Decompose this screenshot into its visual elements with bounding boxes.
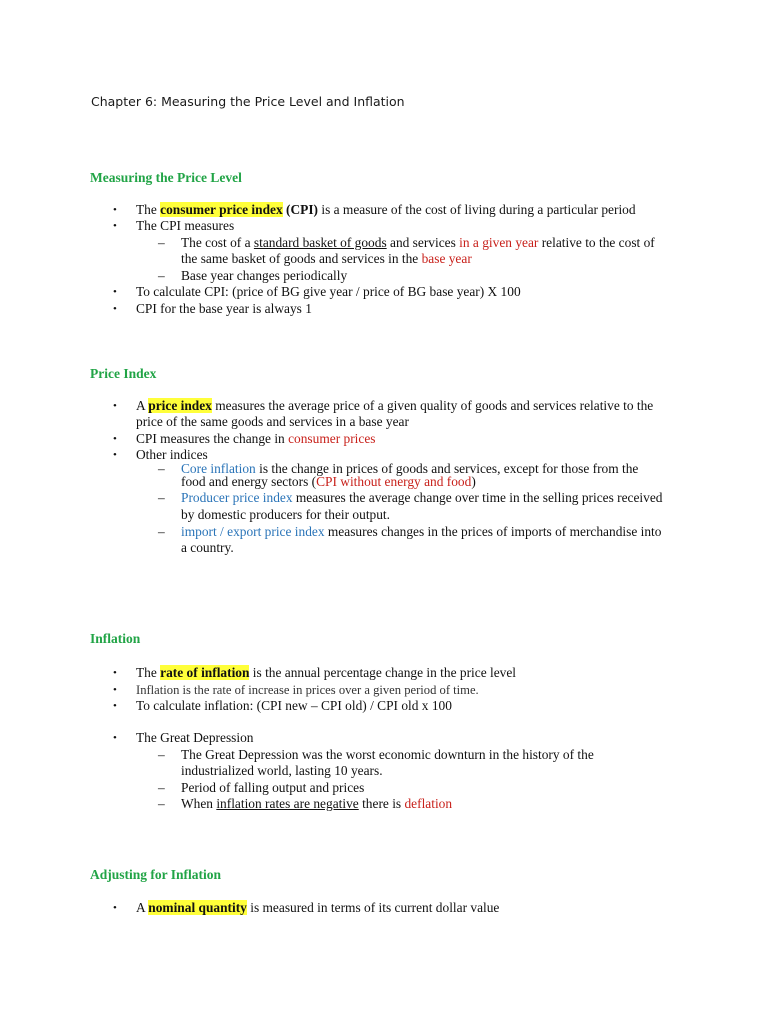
text-span: is measured in terms of its current dollar value: [246, 900, 500, 915]
dash-icon: –: [158, 524, 165, 539]
section-heading-price-index: Price Index: [90, 366, 157, 381]
bullet-icon: •: [113, 667, 117, 679]
sub-list-item-continuation: a country.: [181, 540, 234, 555]
section-heading-inflation: Inflation: [90, 631, 141, 646]
bullet-icon: •: [113, 902, 117, 914]
blue-term: Core inflation: [181, 461, 256, 476]
red-term: deflation: [404, 796, 453, 811]
bullet-icon: •: [113, 684, 117, 696]
dash-icon: –: [158, 461, 165, 476]
bullet-icon: •: [113, 303, 117, 315]
bullet-icon: •: [113, 204, 117, 216]
sub-list-item-continuation: [181, 251, 472, 267]
dash-icon: –: [158, 235, 165, 250]
sub-list-item-continuation: industrialized world, lasting 10 years.: [181, 763, 383, 778]
bullet-icon: •: [113, 220, 117, 232]
bullet-icon: •: [113, 732, 117, 744]
section-heading-measuring: Measuring the Price Level: [90, 170, 242, 185]
list-item: [136, 431, 375, 447]
bullet-icon: •: [113, 700, 117, 712]
list-item: [136, 398, 653, 414]
text-span: CPI measures the change in: [136, 431, 289, 446]
dash-icon: –: [158, 490, 165, 505]
list-item: [136, 202, 636, 218]
blue-term: import / export price index: [181, 524, 325, 539]
blue-term: Producer price index: [181, 490, 293, 505]
red-term: in a given year: [459, 235, 539, 250]
highlighted-term: consumer price index: [160, 202, 283, 217]
bold-term: (CPI): [282, 202, 318, 217]
red-term: consumer prices: [288, 431, 376, 446]
underlined-term: inflation rates are negative: [216, 796, 359, 811]
text-span: measures changes in the prices of imports of merchandise into: [324, 524, 662, 539]
list-item: The CPI measures: [136, 218, 235, 233]
sub-list-item-continuation: by domestic producers for their output.: [181, 507, 390, 522]
text-span: food and energy sectors (: [181, 474, 317, 489]
highlighted-term: nominal quantity: [148, 900, 247, 915]
text-span: there is: [358, 796, 405, 811]
text-span: A: [136, 900, 149, 915]
list-item: Inflation is the rate of increase in prices over a given period of time.: [136, 683, 479, 697]
chapter-title: Chapter 6: Measuring the Price Level and Inflation: [91, 94, 405, 109]
sub-list-item: Base year changes periodically: [181, 268, 348, 283]
red-term: base year: [421, 251, 472, 266]
list-item: CPI for the base year is always 1: [136, 301, 312, 316]
text-span: the same basket of goods and services in the: [181, 251, 422, 266]
list-item: To calculate CPI: (price of BG give year / price of BG base year) X 100: [136, 284, 521, 299]
text-span: measures the average change over time in the selling prices received: [292, 490, 663, 505]
bullet-icon: •: [113, 400, 117, 412]
text-span: When: [181, 796, 217, 811]
section-heading-adjusting: Adjusting for Inflation: [90, 867, 222, 882]
list-item: The Great Depression: [136, 730, 254, 745]
text-span: The: [136, 665, 161, 680]
bullet-icon: •: [113, 449, 117, 461]
sub-list-item: [181, 235, 655, 251]
text-span: A: [136, 398, 149, 413]
list-item: To calculate inflation: (CPI new – CPI old) / CPI old x 100: [136, 698, 452, 713]
text-span: is the change in prices of goods and services, except for those from the: [255, 461, 639, 476]
bullet-icon: •: [113, 433, 117, 445]
text-span: The: [136, 202, 161, 217]
text-span: is a measure of the cost of living during a particular period: [318, 202, 636, 217]
list-item: [136, 900, 499, 916]
sub-list-item: Period of falling output and prices: [181, 780, 365, 795]
sub-list-item-continuation: [181, 474, 476, 490]
bullet-icon: •: [113, 286, 117, 298]
text-span: is the annual percentage change in the price level: [249, 665, 517, 680]
underlined-term: standard basket of goods: [253, 235, 387, 250]
highlighted-term: price index: [148, 398, 212, 413]
list-item: [136, 665, 516, 681]
text-span: and services: [386, 235, 460, 250]
list-item-continuation: price of the same goods and services in a base year: [136, 414, 409, 429]
text-span: The cost of a: [181, 235, 254, 250]
list-item: Other indices: [136, 447, 208, 462]
dash-icon: –: [158, 796, 165, 811]
red-term: CPI without energy and food: [316, 474, 472, 489]
dash-icon: –: [158, 268, 165, 283]
sub-list-item: [181, 796, 452, 812]
sub-list-item: The Great Depression was the worst economic downturn in the history of the: [181, 747, 594, 762]
sub-list-item: [181, 524, 661, 540]
highlighted-term: rate of inflation: [160, 665, 250, 680]
sub-list-item: [181, 490, 662, 506]
text-span: ): [471, 474, 476, 489]
text-span: relative to the cost of: [538, 235, 655, 250]
dash-icon: –: [158, 747, 165, 762]
text-span: measures the average price of a given quality of goods and services relative to the: [211, 398, 654, 413]
dash-icon: –: [158, 780, 165, 795]
